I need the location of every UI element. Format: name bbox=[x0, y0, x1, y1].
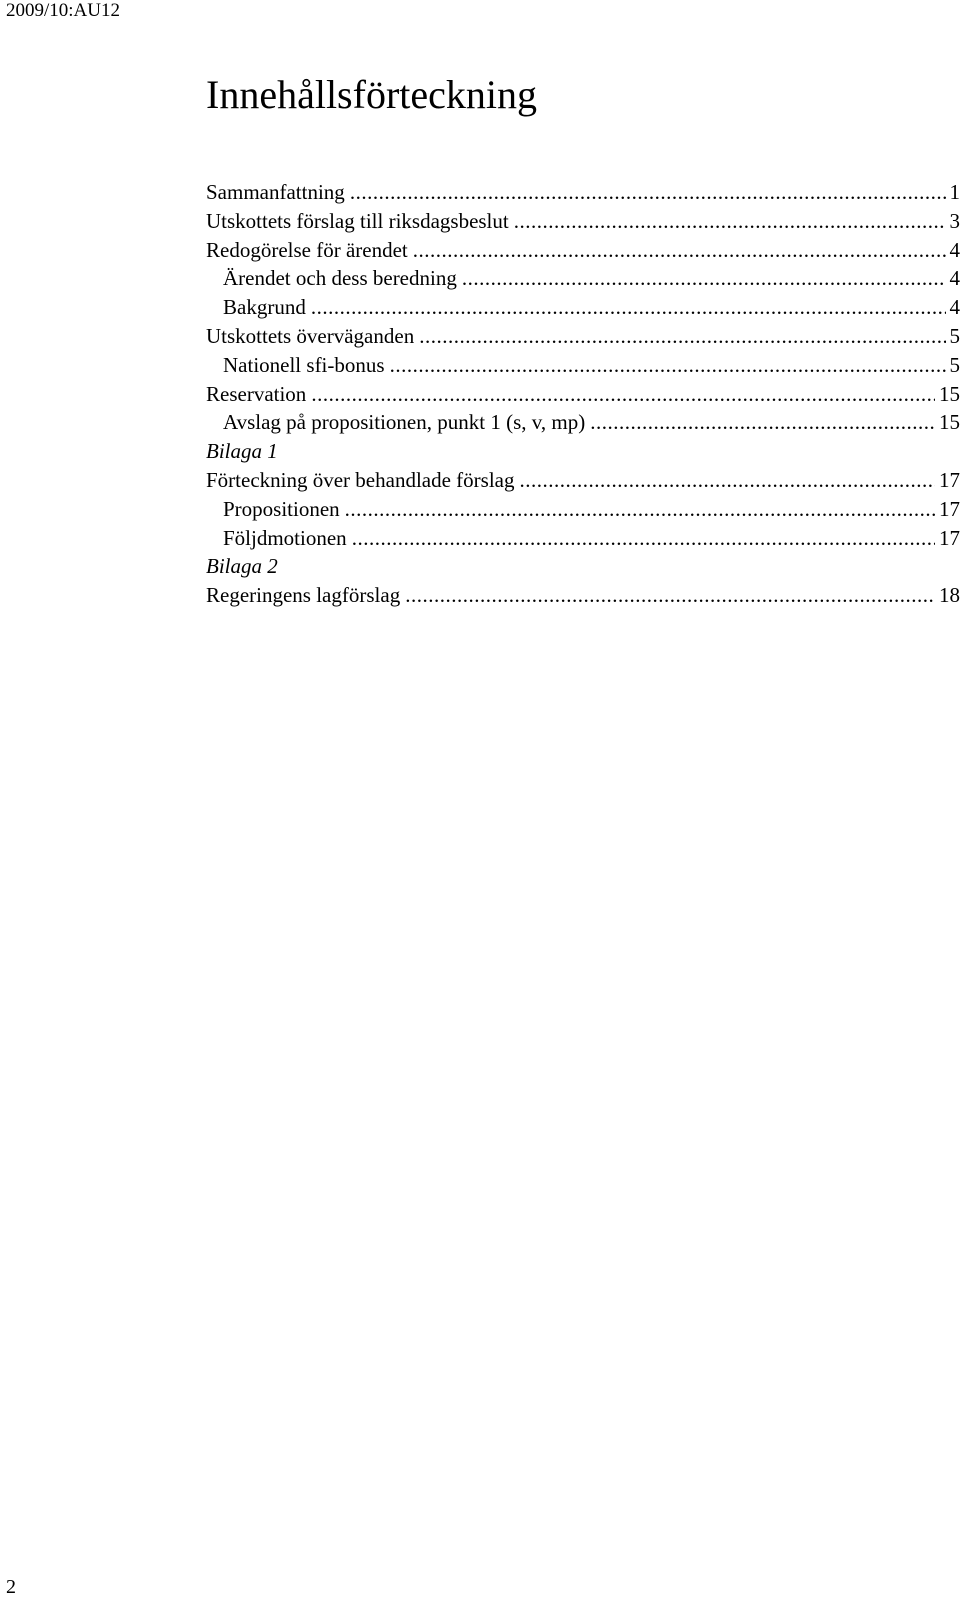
toc-entry-label: Sammanfattning bbox=[206, 180, 345, 204]
toc-entry[interactable] bbox=[206, 380, 960, 409]
toc-dot-leader bbox=[419, 322, 945, 351]
page-number: 2 bbox=[6, 1576, 16, 1598]
toc-entry-label: Reservation bbox=[206, 381, 307, 406]
toc-dot-leader bbox=[413, 236, 946, 265]
toc-entry-page: 4 bbox=[949, 237, 960, 262]
toc-dot-leader bbox=[352, 524, 935, 553]
toc-entry[interactable] bbox=[206, 207, 960, 236]
toc-entry-page: 17 bbox=[939, 467, 960, 492]
toc-subentry[interactable] bbox=[206, 524, 960, 553]
toc-entry-page: 4 bbox=[949, 266, 960, 291]
toc-entry-page: 1 bbox=[949, 180, 960, 204]
toc-entry-label: Avslag på propositionen, punkt 1 (s, v, mp) bbox=[223, 410, 586, 435]
toc-entry-label: Följdmotionen bbox=[223, 525, 347, 550]
toc-entry-label: Propositionen bbox=[223, 496, 340, 521]
toc-appendix-heading: Bilaga 2 bbox=[206, 554, 278, 579]
toc-entry-label: Regeringens lagförslag bbox=[206, 583, 401, 608]
toc-entry-page: 5 bbox=[949, 323, 960, 348]
toc-subentry[interactable] bbox=[206, 293, 960, 322]
toc-entry-page: 4 bbox=[949, 295, 960, 320]
toc-entry-page: 17 bbox=[939, 496, 960, 521]
toc-entry[interactable] bbox=[206, 178, 960, 207]
toc-dot-leader bbox=[350, 178, 946, 207]
document-id: 2009/10:AU12 bbox=[6, 0, 120, 21]
toc-dot-leader bbox=[590, 408, 935, 437]
toc-dot-leader bbox=[405, 581, 935, 610]
toc-entry-label: Utskottets överväganden bbox=[206, 323, 415, 348]
toc-subentry[interactable] bbox=[206, 264, 960, 293]
toc-entry-label: Ärendet och dess beredning bbox=[223, 266, 457, 291]
toc-dot-leader bbox=[519, 466, 935, 495]
table-of-contents bbox=[206, 178, 960, 610]
toc-entry-label: Bakgrund bbox=[223, 295, 306, 320]
toc-dot-leader bbox=[390, 351, 946, 380]
toc-entry-label: Förteckning över behandlade förslag bbox=[206, 467, 515, 492]
toc-entry[interactable] bbox=[206, 236, 960, 265]
toc-entry-page: 5 bbox=[949, 352, 960, 377]
toc-entry-label: Utskottets förslag till riksdagsbeslut bbox=[206, 208, 509, 233]
toc-entry-label: Nationell sfi-bonus bbox=[223, 352, 385, 377]
toc-entry[interactable] bbox=[206, 322, 960, 351]
toc-entry-page: 18 bbox=[939, 583, 960, 608]
toc-entry-page: 15 bbox=[939, 381, 960, 406]
toc-appendix-heading: Bilaga 1 bbox=[206, 439, 278, 464]
toc-dot-leader bbox=[514, 207, 946, 236]
toc-entry-page: 15 bbox=[939, 410, 960, 435]
toc-subentry[interactable] bbox=[206, 495, 960, 524]
toc-entry[interactable] bbox=[206, 581, 960, 610]
toc-subentry[interactable] bbox=[206, 408, 960, 437]
toc-dot-leader bbox=[311, 380, 935, 409]
toc-dot-leader bbox=[311, 293, 946, 322]
toc-entry-label: Redogörelse för ärendet bbox=[206, 237, 408, 262]
toc-dot-leader bbox=[462, 264, 946, 293]
toc-entry[interactable] bbox=[206, 466, 960, 495]
toc-dot-leader bbox=[345, 495, 935, 524]
toc-subentry[interactable] bbox=[206, 351, 960, 380]
page-title: Innehållsförteckning bbox=[206, 72, 537, 117]
toc-entry-page: 17 bbox=[939, 525, 960, 550]
toc-entry-page: 3 bbox=[949, 208, 960, 233]
